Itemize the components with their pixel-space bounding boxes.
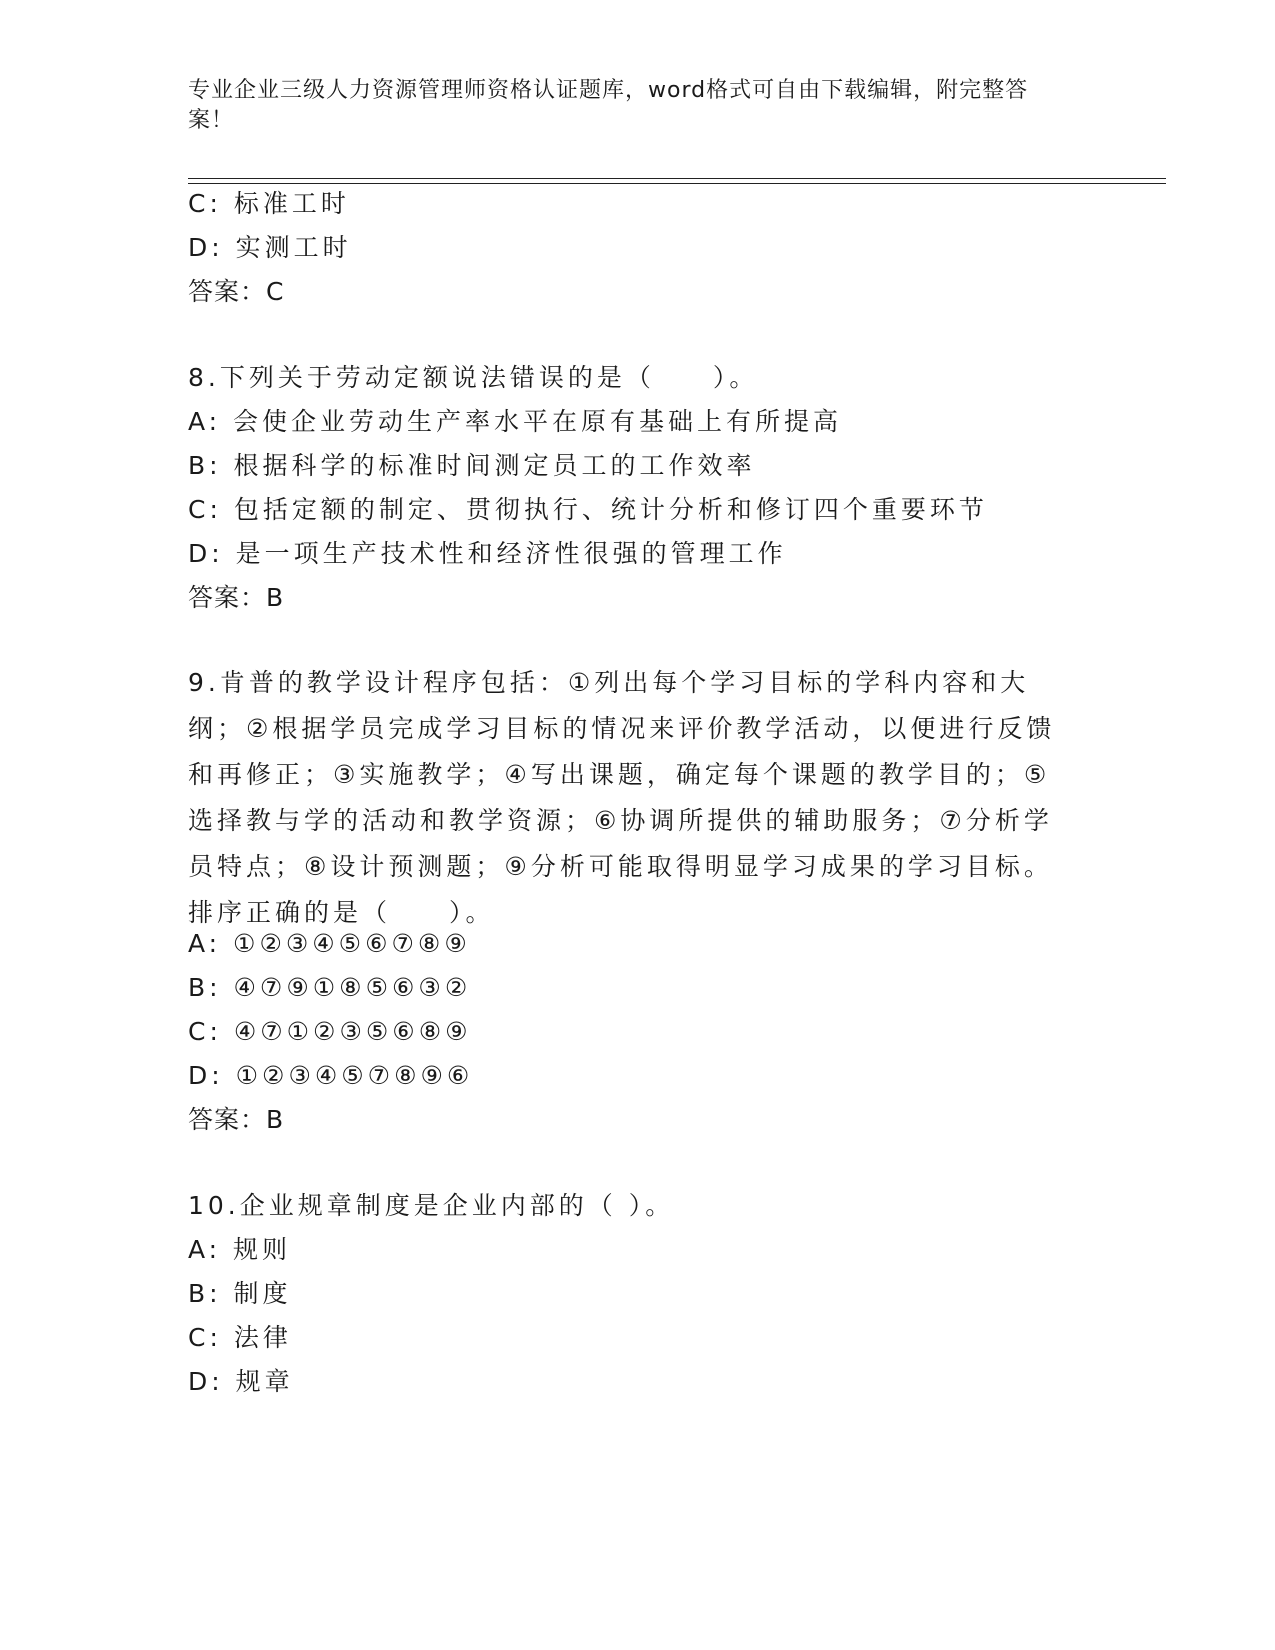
question-8-option-a: A: 会使企业劳动生产率水平在原有基础上有所提高	[188, 407, 843, 436]
option-c: C: 标准工时	[188, 189, 350, 218]
question-8-option-b: B: 根据科学的标准时间测定员工的工作效率	[188, 451, 756, 480]
question-9-option-c: C: ④⑦①②③⑤⑥⑧⑨	[188, 1017, 472, 1046]
question-10-option-d: D: 规章	[188, 1367, 294, 1396]
header-rule-thick	[188, 183, 1166, 184]
question-9-stem: 9.肯普的教学设计程序包括：①列出每个学习目标的学科内容和大纲；②根据学员完成学习目标的情况来评价教学活动，以便进行反馈和再修正；③实施教学；④写出课题，确定每个课题的教学目的；⑤选择教与学的活动和教学资源；⑥协调所提供的辅助服务；⑦分析学员特点；⑧设计预测题；⑨分析可能取得明显学习成果的学习目标。排序正确的是（ ）。	[188, 668, 1056, 927]
question-10-option-c: C: 法律	[188, 1323, 292, 1352]
answer-label: 答案：C	[188, 277, 285, 306]
question-8-option-d: D: 是一项生产技术性和经济性很强的管理工作	[188, 539, 787, 568]
document-header: 专业企业三级人力资源管理师资格认证题库，word格式可自由下载编辑，附完整答案！	[188, 78, 1029, 133]
question-10-option-b: B: 制度	[188, 1279, 292, 1308]
question-9-option-a: A: ①②③④⑤⑥⑦⑧⑨	[188, 929, 471, 958]
header-rule-thin	[188, 178, 1166, 179]
question-8-stem: 8.下列关于劳动定额说法错误的是（ ）。	[188, 363, 759, 392]
question-9-option-b: B: ④⑦⑨①⑧⑤⑥③②	[188, 973, 472, 1002]
option-d: D: 实测工时	[188, 233, 352, 262]
question-10-option-a: A: 规则	[188, 1235, 292, 1264]
question-10-stem: 10.企业规章制度是企业内部的（ ）。	[188, 1191, 675, 1220]
question-8-answer: 答案：B	[188, 583, 285, 612]
question-8-option-c: C: 包括定额的制定、贯彻执行、统计分析和修订四个重要环节	[188, 495, 988, 524]
question-9-answer: 答案：B	[188, 1105, 285, 1134]
question-9-option-d: D: ①②③④⑤⑦⑧⑨⑥	[188, 1061, 474, 1090]
